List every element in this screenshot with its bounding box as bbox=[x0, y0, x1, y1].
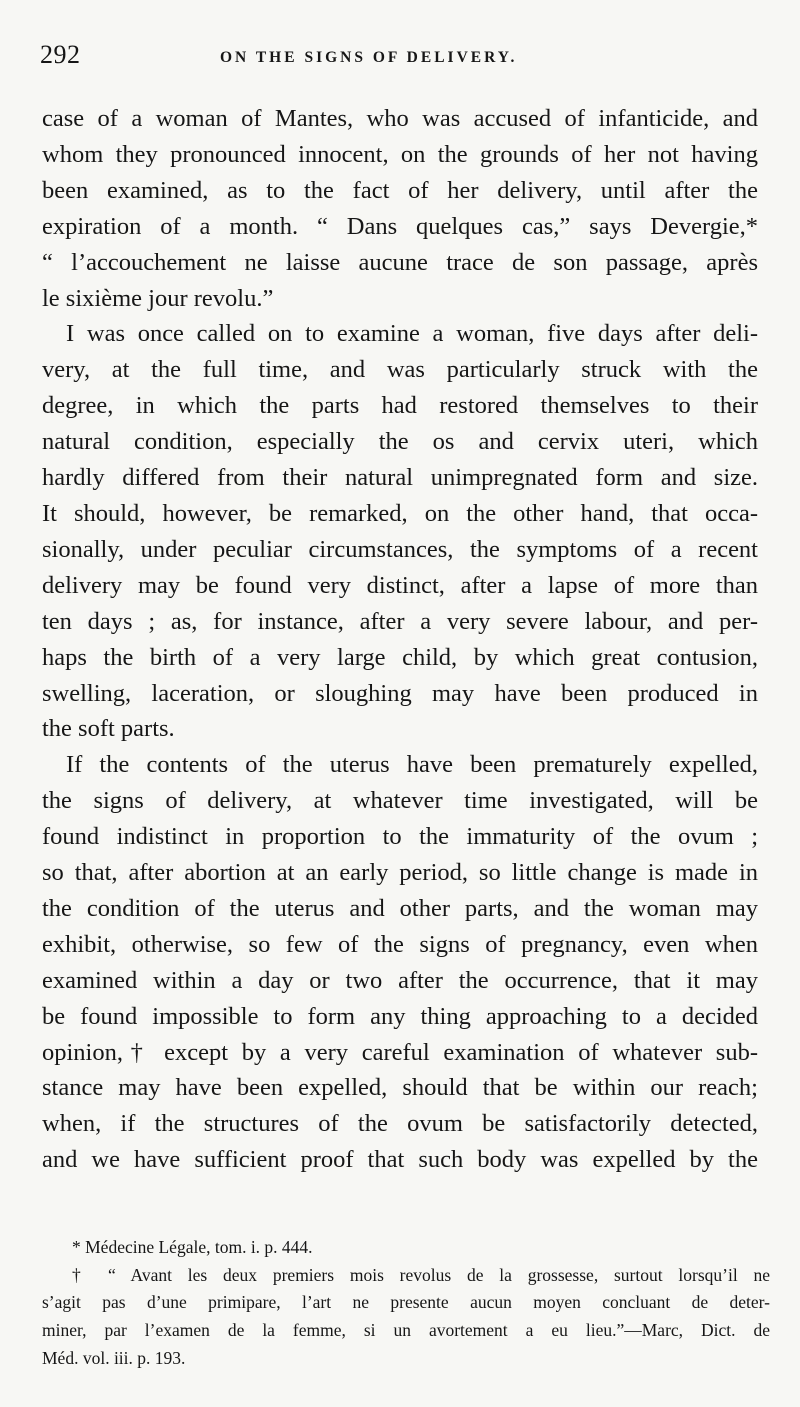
text-line: found indistinct in proportion to the immaturity of the ovum ; bbox=[42, 823, 758, 851]
footnote-line: miner, par l’examen de la femme, si un avortement a eu lieu.”—Marc, Dict. de bbox=[42, 1320, 770, 1341]
text-line: sionally, under peculiar circumstances, the symptoms of a recent bbox=[42, 535, 758, 563]
page-number: 292 bbox=[40, 40, 81, 69]
text-line: haps the birth of a very large child, by which great contusion, bbox=[42, 643, 758, 671]
text-line: If the contents of the uterus have been prematurely expelled, bbox=[66, 751, 758, 779]
text-line: swelling, laceration, or sloughing may have been produced in bbox=[42, 679, 758, 707]
text-line: be found impossible to form any thing approaching to a decided bbox=[42, 1002, 758, 1030]
footnote-line: * Médecine Légale, tom. i. p. 444. bbox=[72, 1237, 313, 1257]
text-line: when, if the structures of the ovum be satisfactorily detected, bbox=[42, 1110, 758, 1138]
text-line: stance may have been expelled, should that be within our reach; bbox=[42, 1074, 758, 1102]
text-line: ten days ; as, for instance, after a very severe labour, and per- bbox=[42, 607, 758, 635]
running-head bbox=[40, 40, 760, 80]
text-line: so that, after abortion at an early period, so little change is made in bbox=[42, 859, 758, 887]
footnote-line: Méd. vol. iii. p. 193. bbox=[42, 1347, 186, 1368]
text-line: the signs of delivery, at whatever time investigated, will be bbox=[42, 787, 758, 815]
text-line: hardly differed from their natural unimpregnated form and size. bbox=[42, 464, 758, 492]
text-line: I was once called on to examine a woman, five days after deli- bbox=[66, 320, 758, 348]
text-line: the soft parts. bbox=[42, 715, 175, 743]
text-line: expiration of a month. “ Dans quelques cas,” says Devergie,* bbox=[42, 212, 758, 240]
text-line: natural condition, especially the os and cervix uteri, which bbox=[42, 428, 758, 456]
text-line: “ l’accouchement ne laisse aucune trace de son passage, après bbox=[42, 248, 758, 276]
text-line: degree, in which the parts had restored themselves to their bbox=[42, 392, 758, 420]
footnote-line: s’agit pas d’une primipare, l’art ne presente aucun moyen concluant de deter- bbox=[42, 1292, 770, 1313]
text-line: le sixième jour revolu.” bbox=[42, 284, 274, 312]
text-line: case of a woman of Mantes, who was accused of infanticide, and bbox=[42, 105, 758, 132]
text-line: very, at the full time, and was particularly struck with the bbox=[42, 356, 758, 384]
text-line: exhibit, otherwise, so few of the signs of pregnancy, even when bbox=[42, 930, 758, 958]
text-line: and we have sufficient proof that such body was expelled by the bbox=[42, 1146, 758, 1174]
text-line: been examined, as to the fact of her delivery, until after the bbox=[42, 176, 758, 204]
body-text bbox=[42, 101, 758, 1178]
text-line: opinion,† except by a very careful examination of whatever sub- bbox=[42, 1038, 758, 1066]
text-line: whom they pronounced innocent, on the grounds of her not having bbox=[42, 140, 758, 168]
running-title: ON THE SIGNS OF DELIVERY. bbox=[220, 49, 518, 66]
text-line: It should, however, be remarked, on the other hand, that occa- bbox=[42, 499, 758, 527]
footnotes bbox=[42, 1234, 770, 1373]
text-line: delivery may be found very distinct, after a lapse of more than bbox=[42, 571, 758, 599]
text-line: examined within a day or two after the occurrence, that it may bbox=[42, 966, 758, 994]
footnote-line: † “ Avant les deux premiers mois revolus de la grossesse, surtout lorsqu’il ne bbox=[72, 1264, 770, 1285]
text-line: the condition of the uterus and other parts, and the woman may bbox=[42, 894, 758, 922]
